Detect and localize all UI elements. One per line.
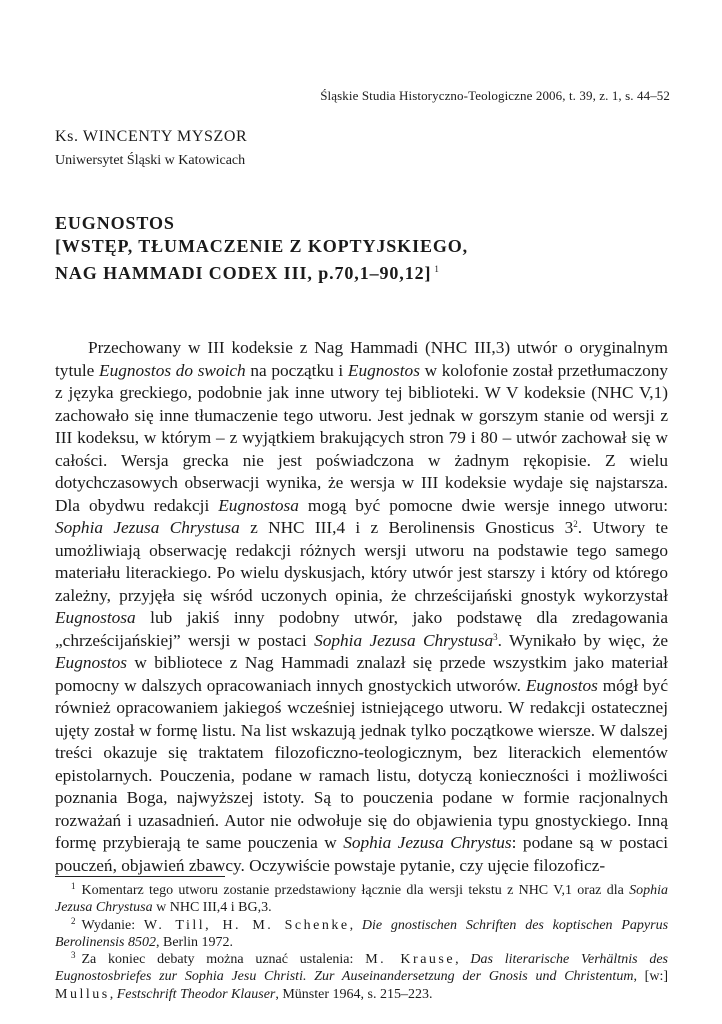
body-italic: Sophia Jezusa Chrystus bbox=[343, 833, 512, 853]
body-text: . Wynikało by więc, że bbox=[497, 630, 669, 650]
footnote-text: , bbox=[109, 986, 117, 1002]
footnote-3 bbox=[55, 951, 668, 1003]
footnotes bbox=[55, 882, 668, 1003]
body-text: na początku i bbox=[245, 360, 348, 380]
title-line-2: [WSTĘP, TŁUMACZENIE Z KOPTYJSKIEGO, bbox=[55, 236, 469, 256]
body-text: w bibliotece z Nag Hammadi znalazł się przede wszystkim jako materiał pomocny w dalszych opracowaniach innych gnostyckich utworów. bbox=[55, 653, 668, 695]
body-italic: Eugnostosa bbox=[218, 495, 299, 515]
body-paragraph bbox=[55, 337, 668, 877]
footnote-italic: Die gnostischen Schriften des koptischen Papyrus Berolinensis 8502 bbox=[55, 917, 669, 950]
body-italic: Eugnostosa bbox=[55, 608, 136, 628]
footnote-text: , Münster 1964, s. 215–223. bbox=[275, 986, 433, 1002]
footnote-text: Komentarz tego utworu zostanie przedstawiony łącznie dla wersji tekstu z NHC V,1 oraz dla bbox=[81, 883, 630, 898]
body-text: Przechowany w III kodeksie z Nag Hammadi (NHC III,3) utwór o oryginalnym tytule bbox=[55, 338, 668, 380]
body-italic: Eugnostos bbox=[525, 675, 598, 695]
body-text: w kolofonie został przetłumaczony z języka greckiego, podobnie jak inne utwory tej biblioteki. W V kodeksie (NHC V,1) zachowało się inne tłumaczenie tego utworu. Jest jednak w gorszym stanie od wersji z III kodeksu, w którym – z wyjątkiem brakujących stron 79 i 80 – utwór zachował się w całości. Wersja grecka nie jest poświadczona w żadnym rękopisie. Z wielu dotychczasowych obserwacji wynika, że wersja w III kodeksie wydaje się najstarsza. Dla obydwu redakcji bbox=[55, 360, 669, 515]
body-italic: Eugnostos bbox=[55, 653, 128, 673]
body-text: : podane są w postaci pouczeń, objawień zbawcy. Oczywiście powstaje pytanie, czy ujęcie filozoficz- bbox=[55, 833, 669, 875]
footnote-italic: Sophia Jezusa Chrystusa bbox=[55, 883, 668, 916]
body-text: z NHC III,4 i z Berolinensis Gnosticus 3 bbox=[239, 518, 574, 538]
footnote-1 bbox=[55, 882, 668, 917]
footnote-italic: Das literarische Verhältnis des Eugnostosbriefes zur Sophia Jesu Christi. Zur Auseinandersetzung der Gnosis und Christentum bbox=[55, 952, 668, 985]
body-text: . Utwory te umożliwiają obserwację redakcji różnych wersji utworu na podstawie tego samego materiału literackiego. Po wielu dyskusjach, który utwór jest starszy i który od którego zależny, przyjęła się wśród uczonych opinia, że chrześcijański gnostyk wykorzystał bbox=[55, 518, 669, 605]
footnote-text: , [w:] bbox=[633, 969, 669, 985]
footnote-italic: Festschrift Theodor Klauser bbox=[116, 986, 276, 1002]
title-footnote-ref[interactable]: 1 bbox=[434, 264, 440, 274]
author-affiliation: Uniwersytet Śląski w Katowicach bbox=[55, 153, 246, 168]
body-italic: Sophia Jezusa Chrystusa bbox=[314, 630, 494, 650]
footnote-author: W. Till, H. M. Schenke bbox=[143, 917, 350, 933]
title-line-3-text: NAG HAMMADI CODEX III, p.70,1–90,12] bbox=[55, 263, 432, 283]
body-text: lub jakiś inny podobny utwór, jako podstawę dla zredagowania „chrześcijańskiej” wersji w postaci bbox=[55, 608, 668, 650]
article-title bbox=[55, 212, 675, 285]
body-italic: Eugnostos bbox=[347, 360, 420, 380]
footnote-2 bbox=[55, 917, 668, 952]
footnote-text: , bbox=[455, 952, 471, 968]
body-italic: Eugnostos do swoich bbox=[99, 360, 246, 380]
footnote-text: Wydanie: bbox=[81, 917, 144, 933]
footnote-author: Mullus bbox=[55, 986, 110, 1002]
footnote-text: w NHC III,4 i BG,3. bbox=[152, 900, 272, 916]
footnote-separator bbox=[55, 876, 225, 877]
body-italic: Sophia Jezusa Chrystusa bbox=[55, 518, 240, 538]
author-name: Ks. WINCENTY MYSZOR bbox=[55, 128, 248, 145]
footnote-number: 1 bbox=[71, 881, 76, 891]
body-text: mogą być pomocne dwie wersje innego utworu: bbox=[298, 495, 668, 515]
running-head: Śląskie Studia Historyczno-Teologiczne 2006, t. 39, z. 1, s. 44–52 bbox=[320, 88, 670, 103]
title-line-1: EUGNOSTOS bbox=[55, 213, 175, 233]
footnote-ref-3[interactable]: 3 bbox=[493, 631, 498, 642]
footnote-number: 3 bbox=[71, 950, 76, 961]
footnote-number: 2 bbox=[71, 915, 76, 926]
footnote-text: , Berlin 1972. bbox=[155, 934, 233, 950]
footnote-author: M. Krause bbox=[365, 952, 456, 968]
footnote-ref-2[interactable]: 2 bbox=[573, 519, 578, 530]
footnote-text: Za koniec debaty można uznać ustalenia: bbox=[81, 952, 366, 968]
title-line-3 bbox=[55, 258, 675, 285]
body-text: mógł być również opracowaniem jakiegoś wcześniej istniejącego utworu. W redakcji ostatecznej ujęty został w formę listu. Na list wskazują jednak tylko początkowe wiersze. W dalszej treści okazuje się traktatem filozoficzno-teologicznym, bez literackich elementów epistolarnych. Pouczenia, podane w ramach listu, dotyczą konieczności i możliwości poznania Boga, najwyższej istoty. Są to pouczenia podane w formie racjonalnych rozważań i uzasadnień. Autor nie odwołuje się do objawienia typu gnostyckiego. Inną formę przybierają te same pouczenia w bbox=[55, 675, 668, 853]
footnote-text: , bbox=[349, 917, 362, 933]
